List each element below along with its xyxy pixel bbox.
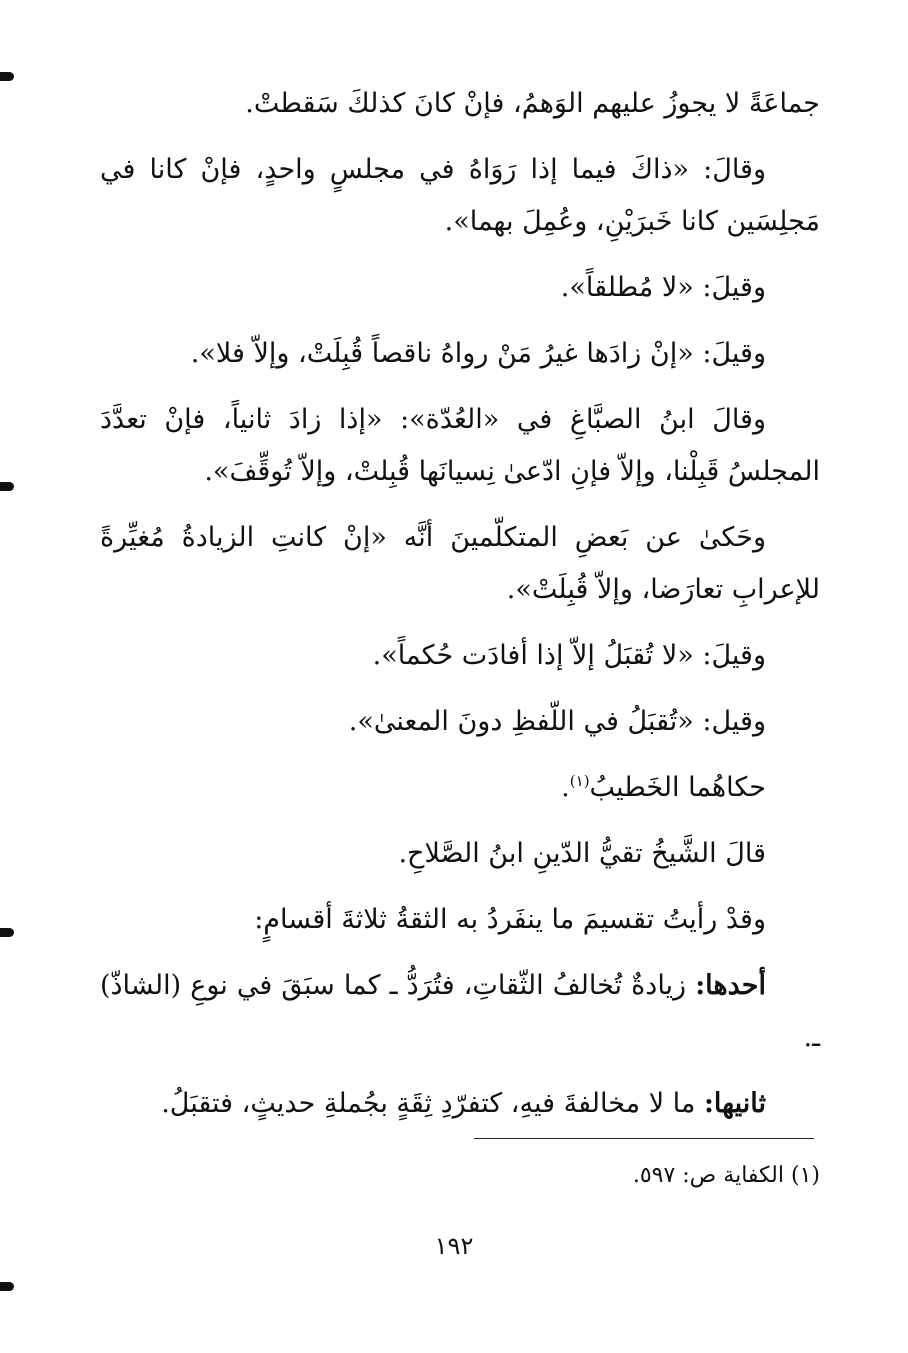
paragraph-12-text: زيادةٌ تُخالفُ الثّقاتِ، فتُرَدُّ ـ كما سبَقَ في نوعِ (الشاذّ) ـ. <box>100 970 820 1053</box>
section-label-first: أحدها: <box>695 970 766 1001</box>
paragraph-9-text: حكاهُما الخَطيبُ <box>589 772 766 803</box>
paragraph-9 <box>100 762 820 814</box>
paragraph-4: وقيلَ: «إنْ زادَها غيرُ مَنْ رواهُ ناقصاً قُبِلَتْ، وإلاّ فلا». <box>190 338 766 369</box>
footnote-reference[interactable]: (١) <box>569 772 590 790</box>
scan-edge-mark <box>0 1282 14 1291</box>
paragraph-13 <box>100 1078 820 1130</box>
paragraph-8: وقيل: «تُقبَلُ في اللّفظِ دونَ المعنىٰ». <box>348 706 766 737</box>
paragraph-10: قالَ الشَّيخُ تقيُّ الدّينِ ابنُ الصَّلاحِ. <box>398 838 766 869</box>
paragraph-7: وقيلَ: «لا تُقبَلُ إلاّ إذا أفادَت حُكماً». <box>372 640 766 671</box>
footnote: (١) الكفاية ص: ٥٩٧. <box>632 1163 820 1188</box>
paragraph-2: وقالَ: «ذاكَ فيما إذا رَوَاهُ في مجلسٍ واحدٍ، فإنْ كانا في مَجلِسَين كانا خَبرَيْنِ، وعُمِلَ بهما». <box>100 154 820 237</box>
scan-edge-mark <box>0 72 14 81</box>
section-label-second: ثانيها: <box>703 1088 766 1119</box>
paragraph-9-tail: . <box>561 772 570 803</box>
scan-edge-mark <box>0 928 14 937</box>
paragraph-3: وقيلَ: «لا مُطلقاً». <box>560 272 766 303</box>
main-text <box>100 78 820 1144</box>
paragraph-1: جماعَةً لا يجوزُ عليهم الوَهمُ، فإنْ كانَ كذلكَ سَقطتْ. <box>245 88 820 119</box>
footnote-divider <box>474 1138 814 1139</box>
paragraph-5: وقالَ ابنُ الصبَّاغِ في «العُدّة»: «إذا زادَ ثانياً، فإنْ تعدَّدَ المجلسُ قَبِلْنا، وإلاّ فإنِ ادّعىٰ نِسيانَها قُبِلتْ، وإلاّ تُوقِّفَ». <box>100 404 820 487</box>
paragraph-12 <box>100 960 820 1064</box>
page-number: ١٩٢ <box>434 1232 474 1260</box>
paragraph-13-text: ما لا مخالفةَ فيهِ، كتفرّدِ ثِقَةٍ بجُملةِ حديثٍ، فتقبَلُ. <box>161 1088 704 1119</box>
scan-edge-mark <box>0 482 14 491</box>
paragraph-6: وحَكىٰ عن بَعضِ المتكلّمينَ أنَّه «إنْ كانتِ الزيادةُ مُغيِّرةً للإعرابِ تعارَضا، وإلاّ قُبِلَتْ». <box>100 522 820 605</box>
paragraph-11: وقدْ رأيتُ تقسيمَ ما ينفَردُ به الثقةُ ثلاثةَ أقسامٍ: <box>254 904 766 935</box>
